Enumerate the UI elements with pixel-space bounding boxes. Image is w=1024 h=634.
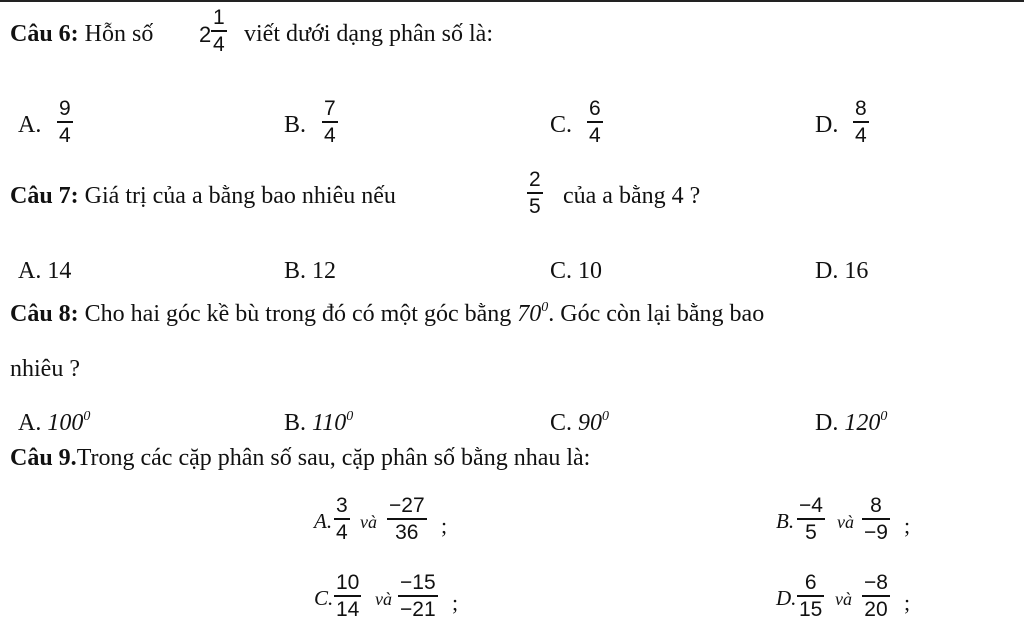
q6-mixed-den: 4 [213, 32, 225, 56]
q7-option-c[interactable]: C. 10 [550, 258, 603, 284]
q9-option-d-fraction-2[interactable]: −8 20 [864, 571, 888, 621]
q8-option-a[interactable]: A. $100^0$ [18, 409, 91, 436]
q6-option-c-letter[interactable]: C. [550, 112, 573, 138]
q8-option-d[interactable]: D. $120^0$ [815, 409, 888, 436]
q8-degree: 0 [541, 300, 549, 315]
q6-option-a-fraction[interactable]: 9 4 [59, 97, 71, 147]
q9-option-a-va: và [360, 512, 377, 532]
q9-option-c-fraction-2[interactable]: −15 −21 [400, 571, 436, 621]
q9-option-b-va: và [837, 512, 854, 532]
q6-option-d-fraction[interactable]: 8 4 [855, 97, 867, 147]
q8-angle: 70 [517, 301, 542, 327]
q6-option-b-fraction[interactable]: 7 4 [324, 97, 336, 147]
q9-heading [10, 446, 590, 470]
q6-option-b-letter[interactable]: B. [284, 112, 307, 138]
q8-option-b[interactable]: B. $110^0$ [284, 409, 354, 436]
q6-label: Câu 6: [10, 21, 79, 47]
q6-option-c-fraction[interactable]: 6 4 [589, 97, 601, 147]
q9-option-c-va: và [375, 589, 392, 609]
q7-text1: Giá trị của a bằng bao nhiêu nếu [78, 183, 396, 209]
q8-text1: Cho hai góc kề bù trong đó có một góc bằng [78, 301, 518, 327]
q9-option-d-va: và [835, 589, 852, 609]
q9-option-a-semicolon: ; [441, 513, 448, 538]
q9-option-c-letter[interactable]: C. [314, 586, 334, 610]
q9-option-a-letter[interactable]: A. [314, 509, 333, 533]
q7-heading [10, 184, 396, 208]
q9-option-b-fraction-2[interactable]: 8 −9 [864, 494, 888, 544]
q6-text1: Hỗn số [78, 21, 154, 47]
q9-option-b-letter[interactable]: B. [776, 509, 795, 533]
q6-option-d-letter[interactable]: D. [815, 112, 839, 138]
q7-fraction: 2 5 [529, 168, 541, 218]
q9-option-b-fraction-1[interactable]: −4 5 [799, 494, 823, 544]
q7-label: Câu 7: [10, 183, 79, 209]
q6-option-a-letter[interactable]: A. [18, 112, 42, 138]
q9-label: Câu 9. [10, 445, 77, 471]
q7-option-d[interactable]: D. 16 [815, 258, 869, 284]
q7-option-a[interactable]: A. 14 [18, 258, 72, 284]
q9-option-d-letter[interactable]: D. [776, 586, 797, 610]
q8-line2: nhiêu ? [10, 356, 80, 382]
q8-label: Câu 8: [10, 301, 79, 327]
q7-text2: của a bằng 4 ? [563, 183, 701, 209]
q9-option-a-fraction-2[interactable]: −27 36 [389, 494, 425, 544]
q6-mixed-num: 1 [213, 6, 225, 29]
q6-heading [10, 22, 153, 46]
q8-line1 [10, 301, 764, 326]
q6-text2: viết dưới dạng phân số là: [244, 21, 493, 47]
q6-mixed-whole: 2 [199, 22, 212, 47]
q9-option-d-fraction-1[interactable]: 6 15 [799, 571, 823, 621]
q9-option-b-semicolon: ; [904, 513, 911, 538]
q9-option-c-semicolon: ; [452, 590, 459, 615]
q9-option-d-semicolon: ; [904, 590, 911, 615]
q7-option-b[interactable]: B. 12 [284, 258, 337, 284]
q9-option-a-fraction-1[interactable]: 3 4 [336, 494, 348, 544]
q8-option-c[interactable]: C. $90^0$ [550, 409, 610, 436]
top-border [0, 0, 1024, 2]
q9-text: Trong các cặp phân số sau, cặp phân số bằng nhau là: [76, 445, 591, 471]
q8-text2: . Góc còn lại bằng bao [548, 301, 765, 327]
q6-mixed-fraction [211, 7, 227, 55]
q9-option-c-fraction-1[interactable]: 10 14 [336, 571, 360, 621]
